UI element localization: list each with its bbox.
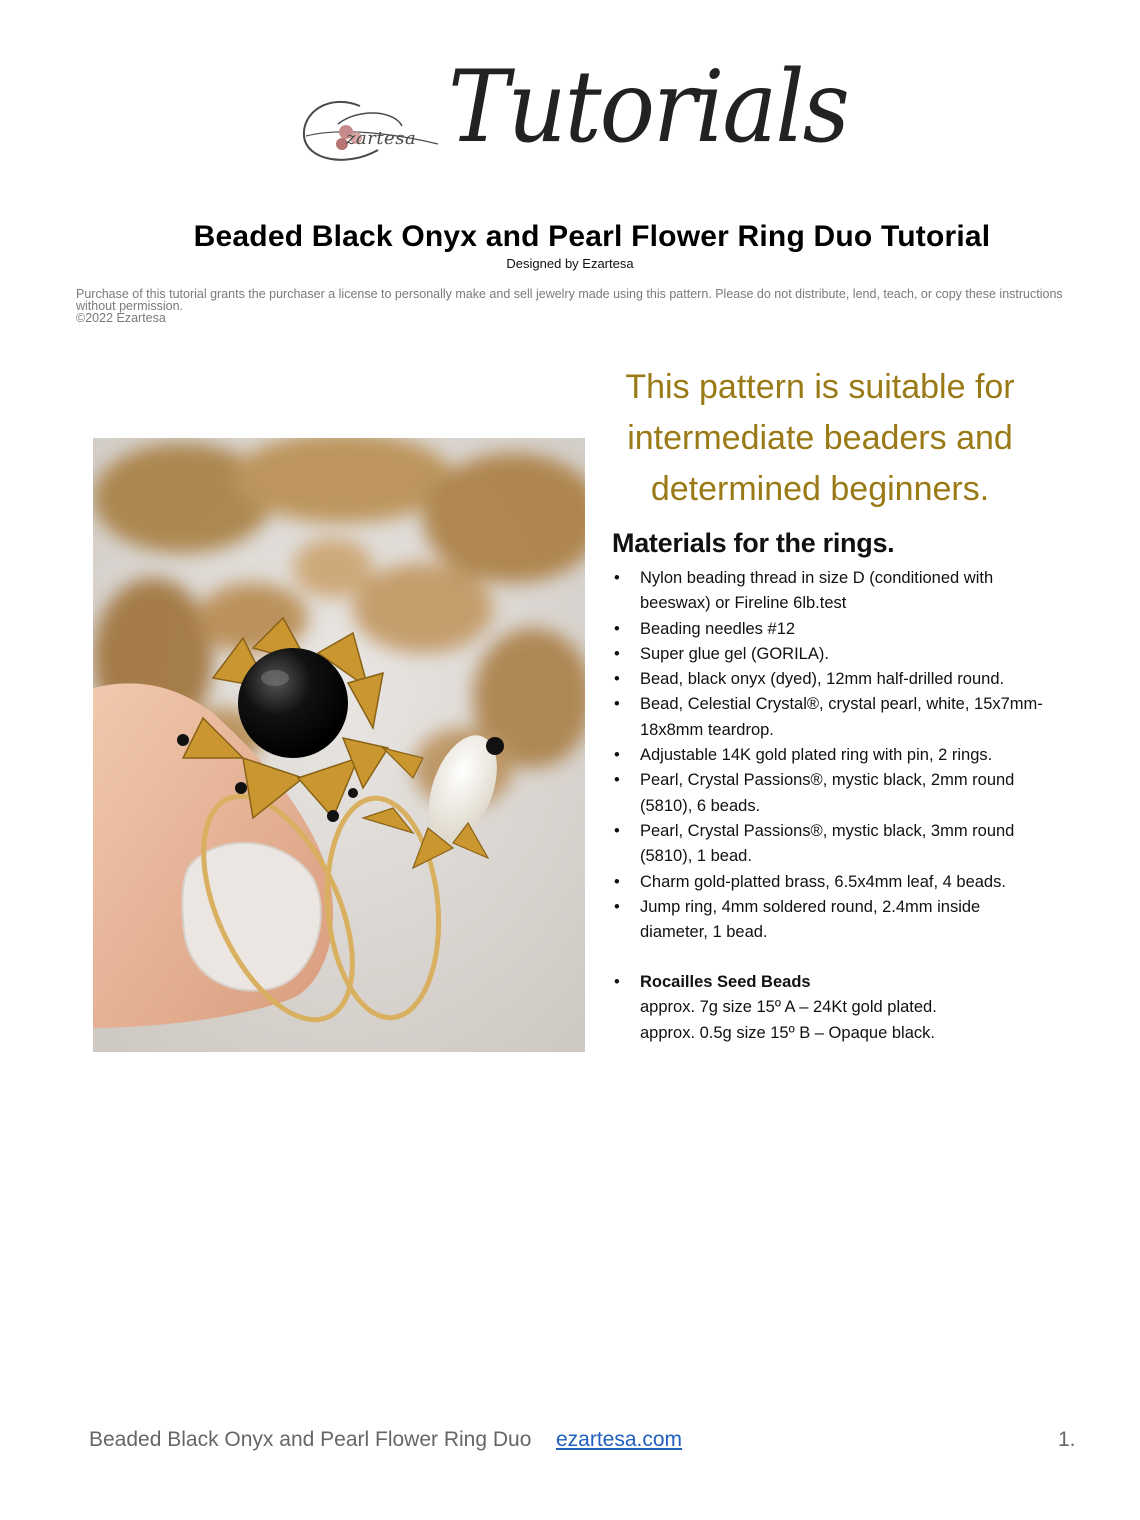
materials-heading: Materials for the rings. — [612, 528, 895, 558]
material-item: • Super glue gel (GORILA). — [612, 642, 1052, 667]
page-number: 1. — [1058, 1428, 1076, 1451]
suitability-line: determined beginners. — [650, 470, 990, 508]
material-item: • Bead, black onyx (dyed), 12mm half-drilled round. — [612, 667, 1052, 692]
designed-by: Designed by Ezartesa — [506, 256, 634, 271]
rocailles-heading: • Rocailles Seed Beads — [612, 970, 1052, 995]
rocailles-line: approx. 7g size 15º A – 24Kt gold plated. — [640, 998, 937, 1017]
material-item: • Adjustable 14K gold plated ring with pin, 2 rings. — [612, 743, 1052, 768]
material-item: • Bead, Celestial Crystal®, crystal pearl, white, 15x7mm-18x8mm teardrop. — [612, 692, 1052, 743]
suitability-statement — [600, 362, 1040, 515]
product-photo — [93, 438, 585, 1052]
suitability-line: intermediate beaders and — [627, 419, 1013, 457]
document-title: Beaded Black Onyx and Pearl Flower Ring Duo Tutorial — [193, 220, 991, 253]
logo-script-text: Tutorials — [448, 49, 848, 165]
ring-photo-illustration — [93, 438, 585, 1052]
license-notice — [76, 288, 1086, 324]
license-text: Purchase of this tutorial grants the purchaser a license to personally make and sell jewelry made using this pattern. Please do not distribute, lend, teach, or copy these instructions without permission. — [76, 287, 1063, 313]
copyright-text: ©2022 Ezartesa — [76, 311, 166, 325]
material-item: • Beading needles #12 — [612, 617, 1052, 642]
footer-title: Beaded Black Onyx and Pearl Flower Ring Duo — [89, 1428, 532, 1451]
material-item: • Pearl, Crystal Passions®, mystic black, 2mm round (5810), 6 beads. — [612, 768, 1052, 819]
material-item: • Pearl, Crystal Passions®, mystic black, 3mm round (5810), 1 bead. — [612, 819, 1052, 870]
rocailles-section — [612, 970, 1052, 1046]
rocailles-line: approx. 0.5g size 15º B – Opaque black. — [640, 1023, 935, 1042]
material-item: • Nylon beading thread in size D (conditioned with beeswax) or Fireline 6lb.test — [612, 566, 1052, 617]
ezartesa-tutorials-logo — [298, 49, 848, 178]
material-item: • Charm gold-platted brass, 6.5x4mm leaf, 4 beads. — [612, 870, 1052, 895]
materials-list — [612, 566, 1052, 945]
material-item: • Jump ring, 4mm soldered round, 2.4mm inside diameter, 1 bead. — [612, 895, 1052, 946]
website-link[interactable]: ezartesa.com — [556, 1428, 683, 1451]
suitability-line: This pattern is suitable for — [625, 368, 1015, 406]
logo-brand-text: zartesa — [346, 128, 417, 149]
